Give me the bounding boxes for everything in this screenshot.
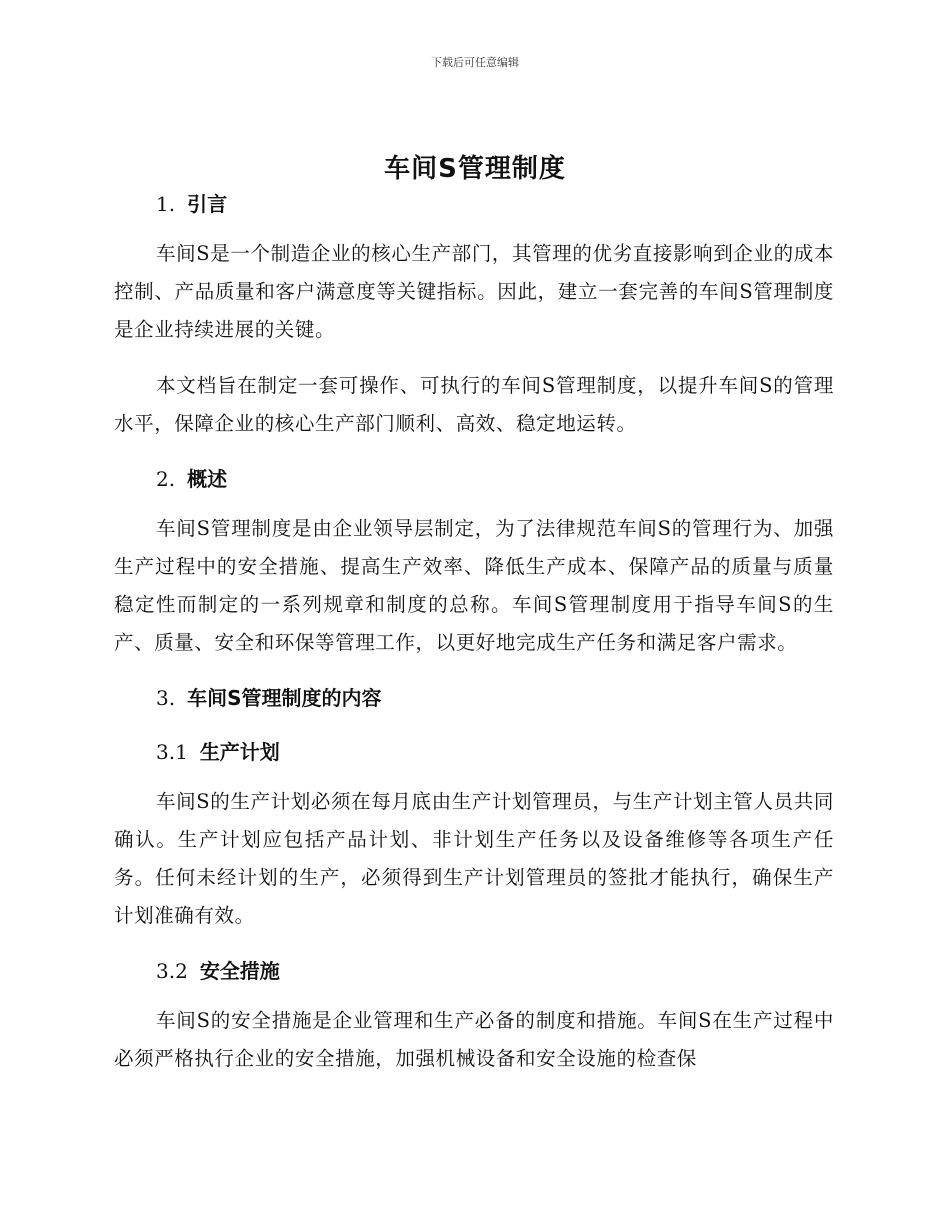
section-number: 1. bbox=[156, 192, 176, 216]
page-title: 车间S管理制度 bbox=[384, 154, 566, 184]
header-note: 下载后可任意编辑 bbox=[431, 56, 519, 69]
section-heading-intro bbox=[114, 186, 834, 222]
section-heading-overview bbox=[114, 461, 834, 497]
document-body bbox=[114, 186, 834, 1078]
section-number: 2. bbox=[156, 467, 176, 491]
paragraph: 车间S管理制度是由企业领导层制定，为了法律规范车间S的管理行为、加强生产过程中的安全措施、提高生产效率、降低生产成本、保障产品的质量与质量稳定性而制定的一系列规章和制度的总称。车间S管理制度用于指导车间S的生产、质量、安全和环保等管理工作，以更好地完成生产任务和满足客户需求。 bbox=[114, 517, 834, 654]
paragraph: 车间S是一个制造企业的核心生产部门，其管理的优劣直接影响到企业的成本控制、产品质量和客户满意度等关键指标。因此，建立一套完善的车间S管理制度是企业持续进展的关键。 bbox=[114, 242, 834, 341]
paragraph: 本文档旨在制定一套可操作、可执行的车间S管理制度，以提升车间S的管理水平，保障企业的核心生产部门顺利、高效、稳定地运转。 bbox=[114, 374, 834, 435]
section-title: 车间S管理制度的内容 bbox=[187, 686, 382, 710]
section-number: 3.2 bbox=[156, 959, 188, 983]
section-heading-safety bbox=[114, 953, 834, 989]
paragraph: 车间S的生产计划必须在每月底由生产计划管理员，与生产计划主管人员共同确认。生产计划应包括产品计划、非计划生产任务以及设备维修等各项生产任务。任何未经计划的生产，必须得到生产计划管理员的签批才能执行，确保生产计划准确有效。 bbox=[114, 790, 834, 927]
section-title: 生产计划 bbox=[199, 740, 280, 764]
section-title: 安全措施 bbox=[199, 959, 280, 983]
section-title: 概述 bbox=[187, 467, 228, 491]
section-title: 引言 bbox=[187, 192, 228, 216]
paragraph: 车间S的安全措施是企业管理和生产必备的制度和措施。车间S在生产过程中必须严格执行企业的安全措施，加强机械设备和安全设施的检查保 bbox=[114, 1009, 834, 1070]
section-heading-production-plan bbox=[114, 734, 834, 770]
section-number: 3.1 bbox=[156, 740, 188, 764]
section-number: 3. bbox=[156, 686, 176, 710]
section-heading-content bbox=[114, 680, 834, 716]
